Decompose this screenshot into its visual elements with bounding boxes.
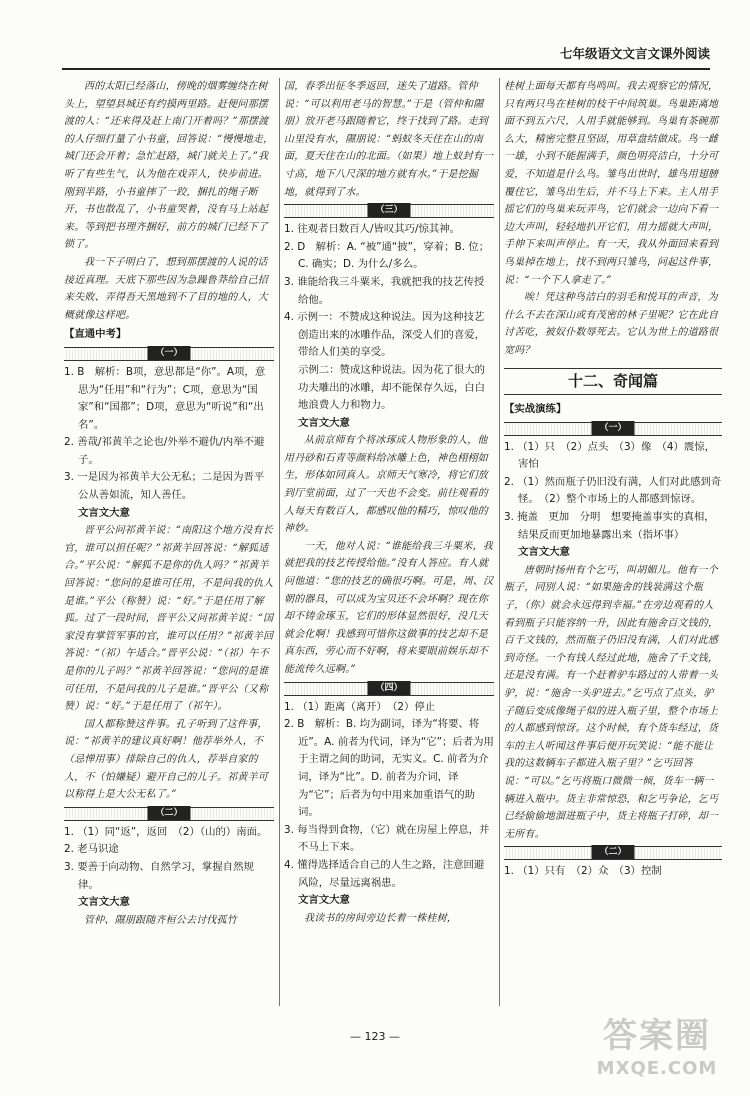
- section-heading: 【直通中考】: [64, 328, 127, 341]
- translation-text: 唐朝时扬州有个乞丐，叫胡媚儿。他有一个瓶子，同别人说：“如果施舍的钱装满这个瓶子，（你）就会永远得到幸福。”在旁边观看的人看到瓶子只能容纳一升，因此有施舍百文钱的，百千文钱的，然而瓶子仍旧没有满，人们对此感到奇怪。一个有钱人经过此地，施舍了千文钱，还是没有满。有一个赶着驴车路过的人带着一头驴，说：“施舍一头驴进去。”乞丐点了点头，驴子随后变成像绳子似的进入瓶子里，整个市场上的人都感到惊讶。这个时候，有个货车经过，货车的主人听闻这件事后便开玩笑说：“能不能让我的这数辆车子都进入瓶子里？”乞丐回答说：“可以。”乞丐将瓶口微微一倾，货车一辆一辆进入瓶中。货主非常惊恐，和乞丐争论，乞丐已经偷偷地溜进瓶子中，货主将瓶子打碎，却一无所有。: [504, 564, 719, 840]
- subsection-bar: [64, 807, 274, 821]
- subsection-label: （三）: [367, 203, 410, 217]
- column-divider: [279, 78, 280, 1006]
- translation-text: 晋平公问祁黄羊说：“南阳这个地方没有长官，谁可以担任呢？”祁黄羊回答说：“解狐适合。”平公说：“解狐不是你的仇人吗？”祁黄羊回答说：“您问的是谁可任用，不是问我的仇人是谁。”平公（称赞）说：“好。”于是任用了解狐。过了一段时间，晋平公又问祁黄羊说：“国家没有掌管军事的官，谁可以任用？”祁黄羊回答说：“（祁）午适合。”晋平公说：“（祁）午不是你的儿子吗？”祁黄羊回答说：“您问的是谁可任用，不是问我的儿子是谁。”晋平公（又称赞）说：“好。”于是任用了（祁午）。: [64, 525, 274, 713]
- answer-item: 2. B 解析：B. 均为副词，译为“将要、将近”。A. 前者为代词，译为“它”；后者为用于主谓之间的助词，无实义。C. 前者为介词，译为“比”。D. 前者为介词，译为“它”；后者为句中用来加重语气的助词。: [284, 718, 494, 819]
- subsection-bar: [504, 846, 722, 860]
- summary-heading: 文言文大意: [518, 546, 570, 559]
- subsection-bar: [284, 204, 494, 218]
- answer-item: 1. 往观者日数百人/皆叹其巧/惊其神。: [284, 223, 461, 236]
- answer-item: 4. 懂得选择适合自己的人生之路，注意回避风险，尽量远离祸患。: [284, 858, 485, 889]
- watermark-logo: [582, 1014, 732, 1084]
- translation-text: 唉！凭这种鸟洁白的羽毛和悦耳的声音，为什么不去在深山或有茂密的林子里呢？它在此自讨苦吃，被奴仆数辱死去。它认为世上的道路很宽吗？: [504, 292, 719, 356]
- subsection-label: （二）: [147, 806, 190, 820]
- answer-item: 1. （1）距离（离开） （2）停止: [284, 700, 436, 713]
- subsection-label: （四）: [367, 681, 410, 695]
- column-right: [504, 78, 722, 1006]
- summary-heading: 文言文大意: [78, 896, 130, 909]
- summary-heading: 文言文大意: [298, 416, 350, 429]
- column-divider: [499, 78, 500, 1006]
- translation-text: 管仲、隰朋跟随齐桓公去讨伐孤竹: [84, 914, 237, 926]
- answer-item: 2. 老马识途: [64, 843, 119, 856]
- translation-text: 桂树上面每天都有鸟鸣叫。我去观察它的情况，只有两只鸟在桂树的枝干中间筑巢。鸟巢距离地面不到五六尺，人用手就能够到。鸟巢有茶碗那么大，精密完整且坚固，用草盘结做成。鸟一雌一雄，小到不能握满手，颜色明亮洁白，十分可爱，不知道是什么鸟。雏鸟出世时，雄鸟用翅膀覆住它，雏鸟出生后，并不马上下来。主人用手摇它们的鸟巢来玩弄鸟，它们就会一边向下看一边大声叫，轻轻地扒开它们，用力摇就大声叫，手伸下来叫声停止。有一天，我从外面回来看到鸟巢掉在地上，找不到两只雏鸟，问起这件事，说：“一个下人拿走了。”: [504, 81, 719, 286]
- header-title: 七年级语文文言文课外阅读: [559, 46, 710, 61]
- column-left: [64, 78, 274, 1006]
- answer-item: 2. （1）然而瓶子仍旧没有满，人们对此感到奇怪。 （2）整个市场上的人都感到惊讶。: [504, 475, 722, 506]
- page-number: — 123 —: [350, 1030, 400, 1043]
- translation-text: 从前京师有个将冰琢成人物形象的人，他用丹砂和石青等颜料给冰雕上色，神色栩栩如生，形体如同真人。京师天气寒冷，将它们放到厅堂前面，过了一天也不会变。前往观看的人每天有数百人，都感叹他的精巧，惊叹他的神妙。: [284, 435, 488, 535]
- subsection-bar: [504, 422, 722, 436]
- answer-item: 4. 示例一：不赞成这种说法。因为这种技艺创造出来的冰雕作品，深受人们的喜爱，带给人们美的享受。: [284, 311, 486, 359]
- answer-item: 1. （1）同“返”，返回 （2）（山的）南面。: [64, 825, 268, 838]
- translation-text: 国，春季出征冬季返回，迷失了道路。管仲说：“可以利用老马的智慧。”于是（管仲和隰朋）放开老马跟随着它，终于找到了路。走到山里没有水，隰朋说：“蚂蚁冬天住在山的南面，夏天住在山的北面。（如果）地上蚁封有一寸高，地下八尺深的地方就有水。”于是挖掘地，就得到了水。: [284, 81, 494, 198]
- answer-item: 3. 谁能给我三斗粟米，我就把我的技艺传授给他。: [284, 275, 485, 306]
- subsection-label: （二）: [591, 845, 634, 859]
- answer-item: 3. 掩盖 更加 分明 想要掩盖事实的真相，结果反而更加地暴露出来（指坏事）: [504, 511, 715, 541]
- answer-item: 1. （1）只有 （2）众 （3）控制: [504, 865, 662, 878]
- watermark-text: 答案圈: [603, 1016, 711, 1056]
- chapter-title: 十二、奇闻篇: [504, 368, 722, 396]
- column-middle: [284, 78, 494, 1006]
- answer-item: 1. B 解析：B项，意思都是“你”。A项，意思为“任用”和“行为”；C项，意思为“国家”和“国都”；D项，意思为“听说”和“出名”。: [64, 365, 266, 431]
- answer-item: 示例二：赞成这种说法。因为花了很大的功夫雕出的冰雕，却不能保存久远，白白地浪费人力和物力。: [298, 363, 486, 412]
- subsection-label: （一）: [591, 421, 634, 435]
- subsection-bar: [64, 347, 274, 361]
- answer-item: 3. 一是因为祁黄羊大公无私；二是因为晋平公从善如流，知人善任。: [64, 471, 265, 502]
- subsection-label: （一）: [147, 346, 190, 360]
- answer-item: 2. D 解析：A. “被”通“披”，穿着；B. 位；C. 确实；D. 为什么/多么。: [284, 240, 490, 271]
- summary-heading: 文言文大意: [298, 894, 350, 907]
- page-header: [62, 38, 710, 70]
- answer-item: 3. 要善于向动物、自然学习，掌握自然规律。: [64, 860, 254, 891]
- summary-heading: 文言文大意: [78, 506, 130, 519]
- translation-text: 西的太阳已经落山，傍晚的烟雾缠绕在树头上，望望县城还有约摸两里路。赶便问那摆渡的人：“还来得及赶上南门开着吗？”那摆渡的人仔细打量了小书童，回答说：“慢慢地走，城门还会开着；急忙赶路，城门就关上了。”我听了有些生气，认为他在戏弄人，快步前进。刚到半路，小书童摔了一跤，捆扎的绳子断开，书也散乱了，小书童哭着，没有马上站起来。等到把书理齐捆好，前方的城门已经下了锁了。: [64, 81, 274, 251]
- translation-text: 一天，他对人说：“谁能给我三斗粟米，我就把我的技艺传授给他。”没有人答应。有人就问他道：“您的技艺的确很巧啊。可是，周、汉朝的器具，可以成为宝贝还不会坏啊？现在你却不铸金琢玉，它们的形体显然很好，没几天就会化啊！我感到可惜你这做事的技艺却不是真东西，劳心而不好啊，将来要眼前娱乐却不能流传久远啊。”: [284, 540, 494, 675]
- answer-item: 3. 每当得到食物，（它）就在房屋上停息，并不马上下来。: [284, 823, 490, 854]
- section-heading: 【实战演练】: [504, 403, 567, 416]
- watermark-url: MXQE.COM: [596, 1058, 718, 1079]
- subsection-bar: [284, 682, 494, 696]
- translation-text: 我读书的房间旁边长着一株桂树，: [304, 912, 457, 924]
- answer-item: 1. （1）只 （2）点头 （3）像 （4）震惊，害怕: [504, 440, 716, 471]
- answer-item: 2. 善哉/祁黄羊之论也/外举不避仇/内举不避子。: [64, 436, 265, 466]
- translation-text: 国人都称赞这件事。孔子听到了这件事，说：“祁黄羊的建议真好啊！他荐举外人，不（忌惮用事）排除自己的仇人，荐举自家的人，不（怕嫌疑）避开自己的儿子。祁黄羊可以称得上是大公无私了。”: [64, 718, 268, 801]
- translation-text: 我一下子明白了，想到那摆渡的人说的话接近真理。天底下那些因为急躁鲁莽给自己招来失败、弄得吾天黑地到不了目的地的人，大概就像这样吧。: [64, 256, 268, 321]
